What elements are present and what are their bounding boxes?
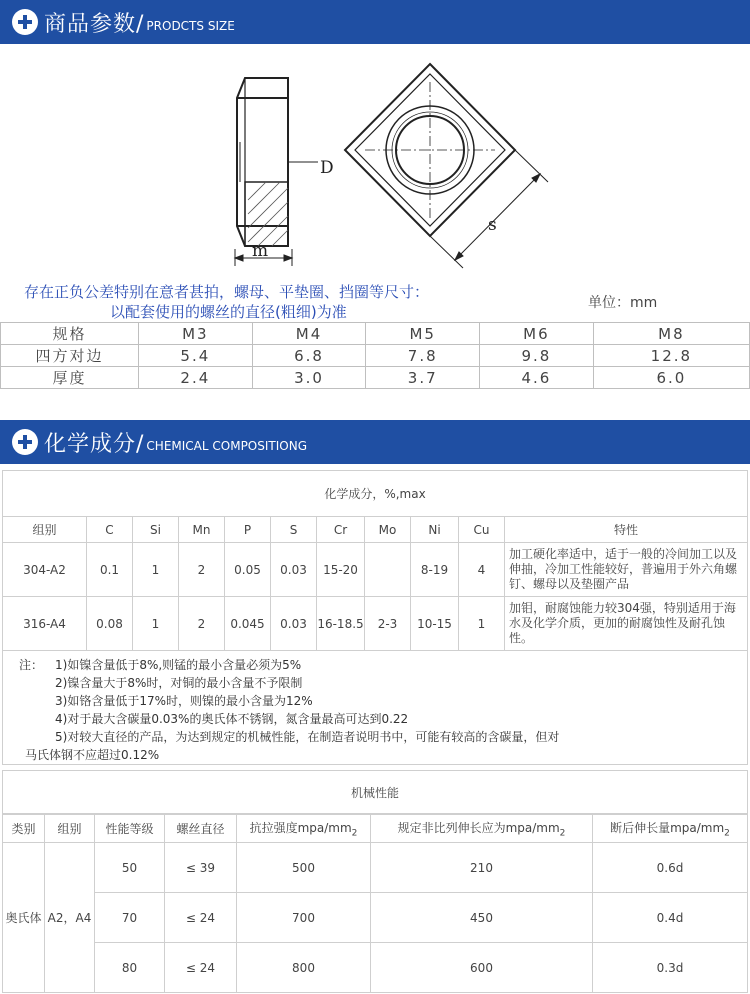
notes-label: 注： [19,658,44,672]
table-header-cell: 螺丝直径 [165,815,237,843]
table-row [1,323,750,345]
table-cell: 0.4d [593,893,748,943]
note-line: 3)如铬含量低于17%时，则镍的最小含量为12% [55,694,313,708]
table-cell: 1 [459,597,505,651]
table-cell: 0.6d [593,843,748,893]
section-subtitle: PRODCTS SIZE [146,19,235,33]
table-cell: 0.3d [593,943,748,993]
table-cell: 3.0 [252,367,366,389]
table-cell: 15-20 [317,543,365,597]
note-line: 2)镍含量大于8%时，对铜的最小含量不予限制 [55,676,303,690]
table-cell: A2，A4 [45,843,95,993]
table-cell: 4.6 [480,367,594,389]
table-cell: 0.05 [225,543,271,597]
table-header-cell: M4 [252,323,366,345]
table-row [3,543,748,597]
table-header-cell: 组别 [45,815,95,843]
tolerance-note-line1: 存在正负公差特别在意者甚拍，螺母、平垫圈、挡圈等尺寸： [24,283,430,301]
table-cell: 0.03 [271,597,317,651]
plus-circle-icon [12,9,38,35]
table-cell: 0.03 [271,543,317,597]
table-cell: 6.0 [593,367,749,389]
table-header-cell: 规格 [1,323,139,345]
chem-table [2,516,748,651]
table-row [1,345,750,367]
table-cell: 3.7 [366,367,480,389]
table-cell: 8-19 [411,543,459,597]
table-cell: 210 [371,843,593,893]
table-header-cell: 断后伸长量mpa/$mm_2$ [593,815,748,843]
section-subtitle: CHEMICAL COMPOSITIONG [146,439,307,453]
table-header-cell: M3 [139,323,253,345]
table-row [3,843,748,893]
table-cell: 5.4 [139,345,253,367]
table-header-cell: 特性 [505,517,748,543]
table-cell: 2.4 [139,367,253,389]
table-header-cell: 抗拉强度mpa/$mm_2$ [237,815,371,843]
table-cell: 1 [133,543,179,597]
size-spec-table [0,322,750,389]
table-row [3,893,748,943]
table-cell: 四方对边 [1,345,139,367]
table-cell: 80 [95,943,165,993]
property-description: 加工硬化率适中，适于一般的冷间加工以及伸抽，冷加工性能较好，普遍用于外六角螺钉、螺母以及垫圈产品 [505,543,748,597]
note-line: 1)如镍含量低于8%,则锰的最小含量必须为5% [55,658,302,672]
table-cell: 50 [95,843,165,893]
table-cell: ≤ 24 [165,943,237,993]
table-cell: 0.045 [225,597,271,651]
notes-box [2,651,748,765]
table-cell: 2 [179,543,225,597]
table-cell: 2 [179,597,225,651]
section-banner-product-size [0,0,750,44]
plus-circle-icon [12,429,38,455]
table-cell: 12.8 [593,345,749,367]
table-cell: 0.08 [87,597,133,651]
table-header-cell: 性能等级 [95,815,165,843]
table-cell: 800 [237,943,371,993]
note-line: 5)对较大直径的产品，为达到规定的机械性能，在制造者说明书中，可能有较高的含碳量，但对 [55,730,560,744]
table-header-cell: Si [133,517,179,543]
property-description: 加钼，耐腐蚀能力较304强，特别适用于海水及化学介质，更加的耐腐蚀性及耐孔蚀性。 [505,597,748,651]
table-header-cell: 组别 [3,517,87,543]
table-cell: 304-A2 [3,543,87,597]
unit-label: 单位：mm [588,295,658,311]
section-banner-chemical [0,420,750,464]
table-header-cell: S [271,517,317,543]
section-title: 化学成分/ [44,431,145,457]
table-cell: 4 [459,543,505,597]
table-cell: 0.1 [87,543,133,597]
table-cell: 1 [133,597,179,651]
table-header-cell: M5 [366,323,480,345]
note-line: 马氏体钢不应超过0.12% [25,748,160,762]
table-row [3,815,748,843]
table-cell: 2-3 [365,597,411,651]
table-header-cell: 规定非比列伸长应为mpa/$mm_2$ [371,815,593,843]
table-cell: 700 [237,893,371,943]
table-cell: 10-15 [411,597,459,651]
table-header-cell: Cr [317,517,365,543]
table-cell: 316-A4 [3,597,87,651]
table-cell: 6.8 [252,345,366,367]
table-header-cell: M6 [480,323,594,345]
label-d: D [320,158,334,178]
table-cell: 9.8 [480,345,594,367]
label-s: s [488,215,497,235]
label-m: m [252,241,269,261]
table-cell: 奥氏体 [3,843,45,993]
section-title: 商品参数/ [44,11,145,37]
chem-table-title: 化学成分，%,max [2,470,748,516]
table-header-cell: Mn [179,517,225,543]
tolerance-note-line2: 以配套使用的螺丝的直径(粗细)为准 [110,303,347,321]
table-row [3,597,748,651]
table-cell: 16-18.5 [317,597,365,651]
table-header-cell: P [225,517,271,543]
table-header-cell: Mo [365,517,411,543]
mech-table-title: 机械性能 [2,770,748,814]
table-cell: 70 [95,893,165,943]
table-cell: 450 [371,893,593,943]
table-header-cell: Ni [411,517,459,543]
table-header-cell: C [87,517,133,543]
nut-technical-drawing [0,54,750,284]
mech-table [2,814,748,993]
table-header-cell: M8 [593,323,749,345]
table-cell: 厚度 [1,367,139,389]
table-cell: ≤ 39 [165,843,237,893]
table-row [3,943,748,993]
table-cell [365,543,411,597]
table-cell: ≤ 24 [165,893,237,943]
note-line: 4)对于最大含碳量0.03%的奥氏体不锈钢，氮含量最高可达到0.22 [55,712,409,726]
table-cell: 600 [371,943,593,993]
table-cell: 7.8 [366,345,480,367]
table-header-cell: 类别 [3,815,45,843]
table-header-cell: Cu [459,517,505,543]
table-row [1,367,750,389]
table-cell: 500 [237,843,371,893]
table-row [3,517,748,543]
